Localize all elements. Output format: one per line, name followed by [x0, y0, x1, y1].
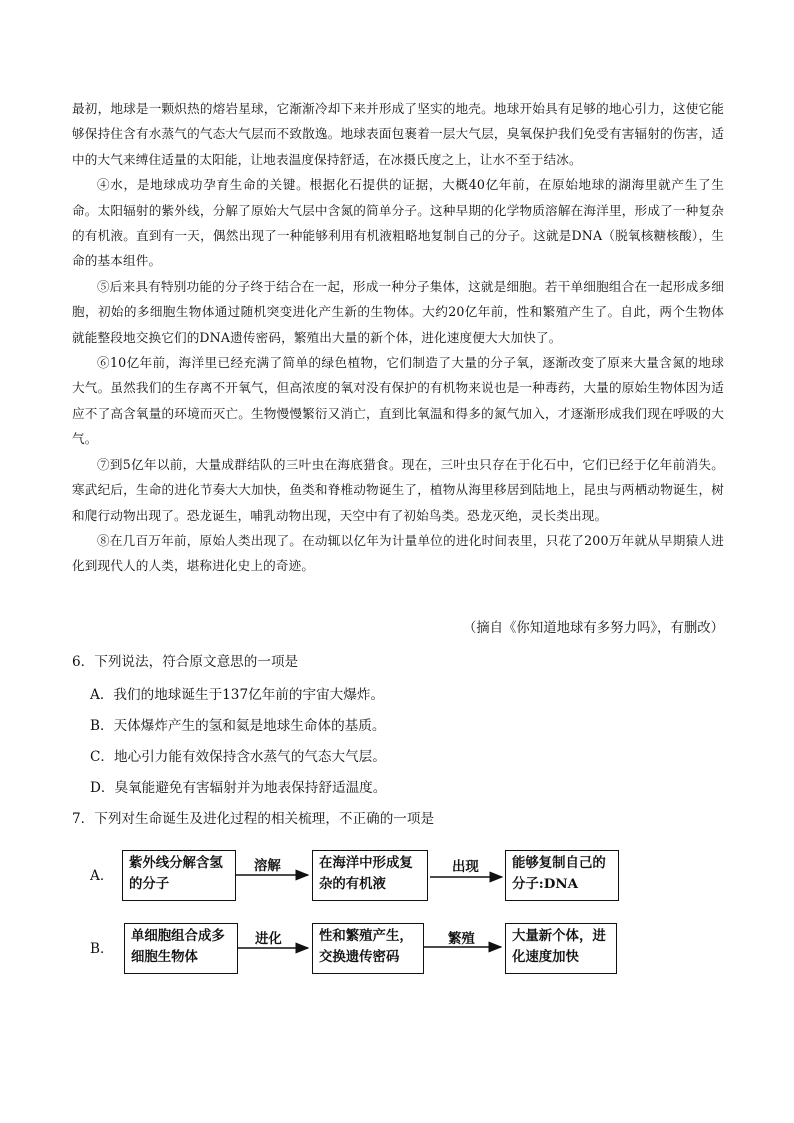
flow-b-box-3: 大量新个体，进化速度加快 [505, 923, 617, 974]
q6-option-d[interactable]: D．臭氧能避免有害辐射并为地表保持舒适温度。 [90, 780, 387, 796]
question-7-stem: 7．下列对生命诞生及进化过程的相关梳理，不正确的一项是 [72, 811, 435, 827]
paragraph-7: ⑦到5亿年以前，大量成群结队的三叶虫在海底猎食。现在，三叶虫只存在于化石中，它们已经于亿年前消失。寒武纪后，生命的进化节奏大大加快，鱼类和脊椎动物诞生了，植物从海里移居到陆地上，昆虫与两栖动物诞生，树和爬行动物出现了。恐龙诞生，哺乳动物出现，天空中有了初始鸟类。恐龙灭绝，灵长类出现。 [72, 456, 724, 523]
question-6-stem: 6．下列说法，符合原文意思的一项是 [72, 654, 299, 670]
flow-a-box-3: 能够复制自己的分子:DNA [505, 850, 619, 901]
q6-option-c[interactable]: C．地心引力能有效保持含水蒸气的气态大气层。 [90, 749, 386, 765]
paragraph-1: 最初，地球是一颗炽热的熔岩星球，它渐渐冷却下来并形成了坚实的地壳。地球开始具有足够的地心引力，这使它能够保持住含有水蒸气的气态大气层而不致散逸。地球表面包裹着一层大气层，臭氧保护我们免受有害辐射的伤害，适中的大气来缚住适量的太阳能，让地表温度保持舒适，在冰摄氏度之上，让水不至于结冰。 [72, 101, 724, 167]
q6-option-a[interactable]: A．我们的地球诞生于137亿年前的宇宙大爆炸。 [90, 687, 385, 703]
source-citation: （摘自《你知道地球有多努力吗》，有删改） [462, 621, 724, 636]
flow-a-box-2: 在海洋中形成复杂的有机液 [312, 850, 428, 901]
flow-b-box-1: 单细胞组合成多细胞生物体 [124, 923, 238, 974]
flow-b-letter[interactable]: B． [90, 941, 114, 957]
flow-b-label-2: 繁殖 [448, 931, 475, 947]
q6-option-b[interactable]: B．天体爆炸产生的氢和氦是地球生命体的基质。 [90, 718, 386, 734]
flow-a-label-2: 出现 [452, 859, 479, 875]
paragraph-8: ⑧在几百万年前，原始人类出现了。在动辄以亿年为计量单位的进化时间表里，只花了200万年就从早期猿人进化到现代人的人类，堪称进化史上的奇迹。 [72, 532, 724, 574]
flow-a-label-1: 溶解 [254, 858, 281, 874]
flow-a-letter[interactable]: A． [90, 868, 114, 884]
paragraph-4: ④水，是地球成功孕育生命的关键。根据化石提供的证据，大概40亿年前，在原始地球的湖海里就产生了生命。太阳辐射的紫外线，分解了原始大气层中含氮的简单分子。这种早期的化学物质溶解在海洋里，形成了一种复杂的有机液。直到有一天，偶然出现了一种能够利用有机液粗略地复制自己的分子。这就是DNA（脱氧核糖核酸），生命的基本组件。 [72, 177, 724, 269]
flow-a-box-1: 紫外线分解含氢的分子 [122, 850, 236, 901]
flow-b-label-1: 进化 [255, 931, 282, 947]
flow-b-box-2: 性和繁殖产生，交换遗传密码 [312, 923, 424, 974]
paragraph-5: ⑤后来具有特别功能的分子终于结合在一起，形成一种分子集体，这就是细胞。若干单细胞组合在一起形成多细胞，初始的多细胞生物体通过随机突变进化产生新的生物体。大约20亿年前，性和繁殖产生了。自此，两个生物体就能整段地交换它们的DNA遗传密码，繁殖出大量的新个体，进化速度便大大加快了。 [72, 278, 724, 345]
paragraph-6: ⑥10亿年前，海洋里已经充满了简单的绿色植物，它们制造了大量的分子氧，逐渐改变了原来大量含氮的地球大气。虽然我们的生存离不开氧气，但高浓度的氧对没有保护的有机物来说也是一种毒药，大量的原始生物体因为适应不了高含氧量的环境而灭亡。生物慢慢繁衍又消亡，直到比氧温和得多的氮气加入，才逐渐形成我们现在呼吸的大气。 [72, 355, 724, 447]
